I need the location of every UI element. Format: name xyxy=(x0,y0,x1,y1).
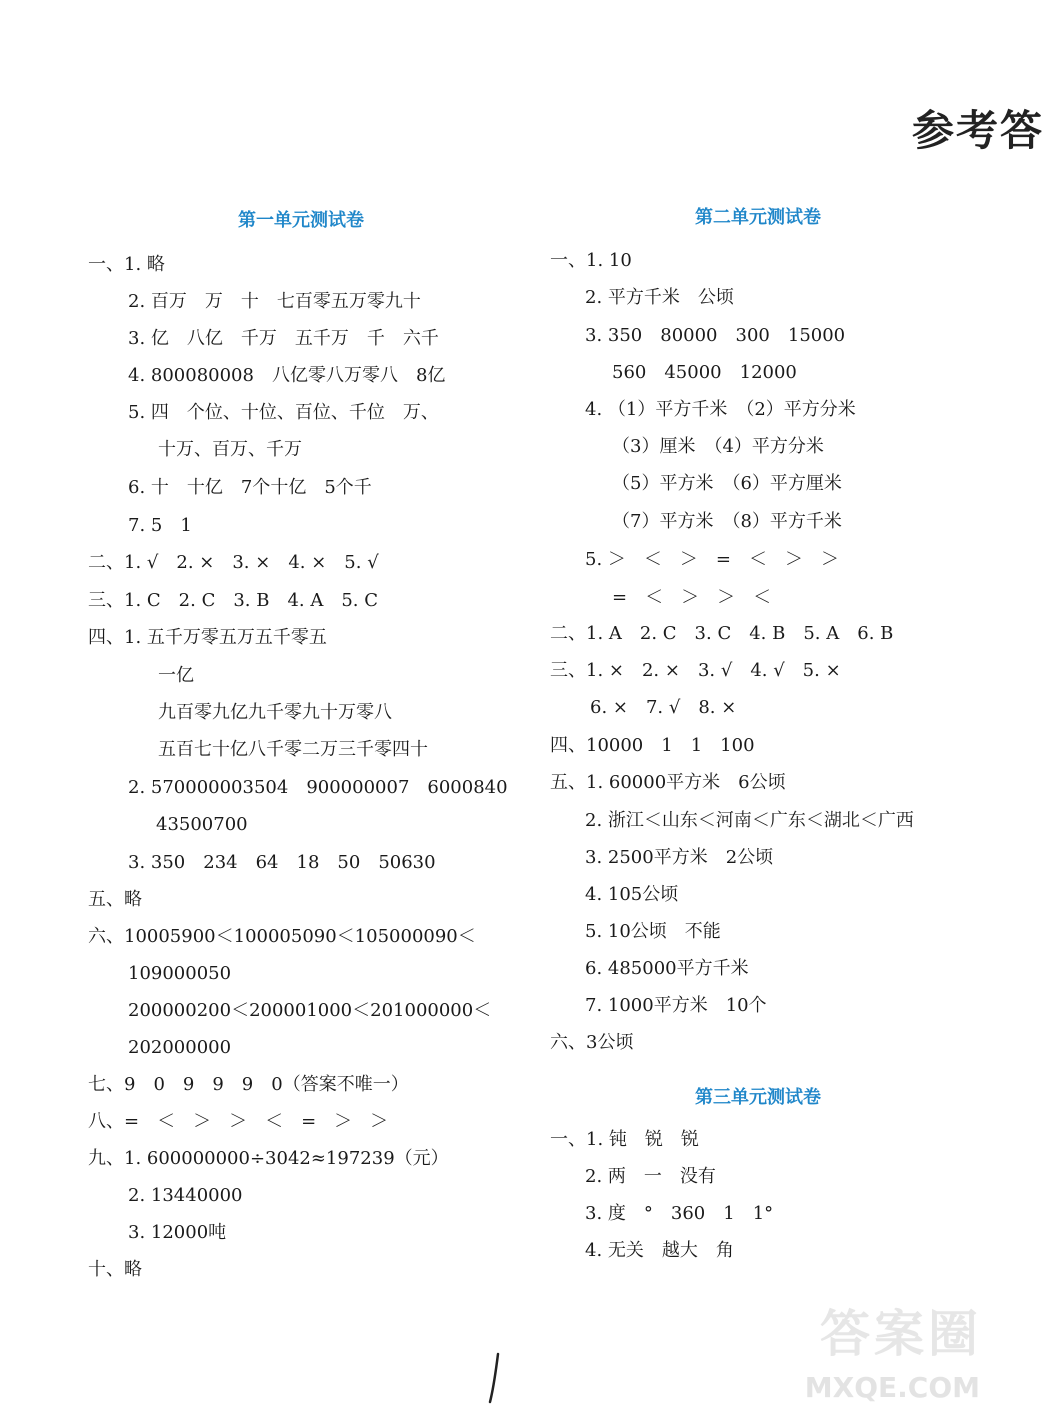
answer-line: 3. 亿 八亿 千万 五千万 千 六千 xyxy=(128,328,439,349)
answer-line: 6. 十 十亿 7个十亿 5个千 xyxy=(128,477,372,498)
unit1-title: 第一单元测试卷 xyxy=(238,210,364,231)
answer-line: 200000200＜200001000＜201000000＜ xyxy=(128,1000,492,1021)
page-number-mark xyxy=(484,1352,508,1404)
answer-line: 一亿 xyxy=(158,665,194,686)
unit3-title: 第三单元测试卷 xyxy=(695,1087,821,1108)
answer-line: （5）平方米 （6）平方厘米 xyxy=(612,473,842,494)
answer-line: 七、9 0 9 9 9 0（答案不唯一） xyxy=(88,1074,409,1095)
answer-line: 五百七十亿八千零二万三千零四十 xyxy=(158,739,428,760)
answer-line: 三、1. C 2. C 3. B 4. A 5. C xyxy=(88,590,379,611)
answer-line: 3. 度 ° 360 1 1° xyxy=(585,1203,774,1224)
answer-line: 7. 5 1 xyxy=(128,515,192,536)
answer-line: 560 45000 12000 xyxy=(612,362,797,383)
watermark xyxy=(782,1294,982,1404)
answer-line: 5. 四 个位、十位、百位、千位 万、 xyxy=(128,402,439,423)
answer-line: 三、1. × 2. × 3. √ 4. √ 5. × xyxy=(550,660,841,681)
answer-line: 3. 2500平方米 2公顷 xyxy=(585,847,774,868)
answer-line: 43500700 xyxy=(156,814,248,835)
answer-line: 6. × 7. √ 8. × xyxy=(590,697,737,718)
answer-line: 6. 485000平方千米 xyxy=(585,958,749,979)
answer-line: 109000050 xyxy=(128,963,232,984)
answer-line: （7）平方米 （8）平方千米 xyxy=(612,511,842,532)
answer-line: 一、1. 略 xyxy=(88,254,165,275)
watermark-url: MXQE.COM xyxy=(804,1371,980,1404)
answer-line: 十万、百万、千万 xyxy=(158,439,302,460)
answer-line: 2. 570000003504 900000007 6000840 xyxy=(128,777,508,798)
answer-line: 五、1. 60000平方米 6公顷 xyxy=(550,772,786,793)
answer-line: 九百零九亿九千零九十万零八 xyxy=(158,702,392,723)
answer-line: 四、10000 1 1 100 xyxy=(550,735,755,756)
answer-line: 7. 1000平方米 10个 xyxy=(585,995,767,1016)
answer-line: 九、1. 600000000÷3042≈197239（元） xyxy=(88,1148,449,1169)
answer-line: 十、略 xyxy=(88,1259,142,1280)
answer-line: 一、1. 10 xyxy=(550,250,632,271)
answer-line: 5. 10公顷 不能 xyxy=(585,921,721,942)
answer-line: 3. 12000吨 xyxy=(128,1222,227,1243)
answer-line: = ＜ ＞ ＞ ＜ xyxy=(612,587,772,608)
watermark-logo-text: 答案圈 xyxy=(820,1305,982,1363)
answer-line: 2. 百万 万 十 七百零五万零九十 xyxy=(128,291,421,312)
answer-line: （3）厘米 （4）平方分米 xyxy=(612,436,824,457)
answer-line: 六、3公顷 xyxy=(550,1032,634,1053)
answer-line: 六、10005900＜100005090＜105000090＜ xyxy=(88,926,476,947)
answer-line: 4. 105公顷 xyxy=(585,884,679,905)
answer-line: 2. 13440000 xyxy=(128,1185,243,1206)
unit2-title: 第二单元测试卷 xyxy=(695,207,821,228)
answer-line: 四、1. 五千万零五万五千零五 xyxy=(88,627,327,648)
answer-line: 2. 浙江＜山东＜河南＜广东＜湖北＜广西 xyxy=(585,810,914,831)
answer-line: 4. 800080008 八亿零八万零八 8亿 xyxy=(128,365,446,386)
answer-line: 二、1. √ 2. × 3. × 4. × 5. √ xyxy=(88,552,379,573)
answer-line: 2. 平方千米 公顷 xyxy=(585,287,734,308)
answer-line: 2. 两 一 没有 xyxy=(585,1166,716,1187)
answer-line: 5. ＞ ＜ ＞ = ＜ ＞ ＞ xyxy=(585,549,839,570)
page-title: 参考答 xyxy=(912,106,1044,155)
answer-line: 4. 无关 越大 角 xyxy=(585,1240,734,1261)
answer-line: 八、= ＜ ＞ ＞ ＜ = ＞ ＞ xyxy=(88,1111,389,1132)
answer-line: 4. （1）平方千米 （2）平方分米 xyxy=(585,399,856,420)
answer-line: 3. 350 80000 300 15000 xyxy=(585,325,846,346)
answer-line: 五、略 xyxy=(88,889,142,910)
answer-line: 二、1. A 2. C 3. C 4. B 5. A 6. B xyxy=(550,623,894,644)
answer-line: 一、1. 钝 锐 锐 xyxy=(550,1129,699,1150)
answer-line: 3. 350 234 64 18 50 50630 xyxy=(128,852,436,873)
answer-line: 202000000 xyxy=(128,1037,232,1058)
